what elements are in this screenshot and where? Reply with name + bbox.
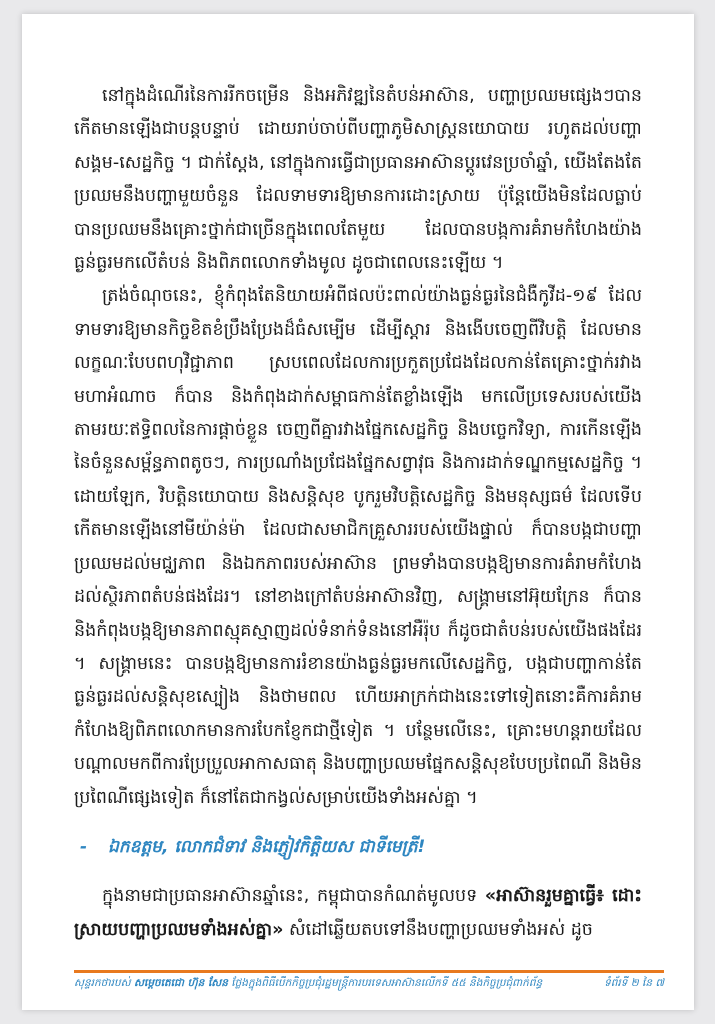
salutation-dash: -: [80, 836, 88, 857]
theme-title: «អាស៊ានរួមគ្នាធ្វើ៖ ដោះស្រាយបញ្ហាប្រឈមទាំងអស់គ្នា»: [74, 886, 642, 940]
footer-prefix: សុន្ទរកថារបស់: [74, 977, 134, 989]
salutation-line: [74, 831, 642, 864]
paragraph-3: [74, 880, 642, 947]
paragraph-1: នៅក្នុងដំណើរនៃការរីកចម្រើន និងអភិវឌ្ឍនៃតំបន់អាស៊ាន, បញ្ហាប្រឈមផ្សេងៗបានកើតមានឡើងជាបន្តបន្ទាប់ ដោយរាប់ចាប់ពីបញ្ហាភូមិសាស្ត្រនយោបាយ រហូតដល់បញ្ហាសង្គម-សេដ្ឋកិច្ច ។ ជាក់ស្តែង, នៅក្នុងការធ្វើជាប្រធានអាស៊ានប្តូរវេនប្រចាំឆ្នាំ, យើងតែងតែប្រឈមនឹងបញ្ហាមួយចំនួន ដែលទាមទារឱ្យមានការដោះស្រាយ ប៉ុន្តែយើងមិនដែលធ្លាប់បានប្រឈមនឹងគ្រោះថ្នាក់ជាច្រើនក្នុងពេលតែមួយ ដែលបានបង្កការគំរាមកំហែងយ៉ាងធ្ងន់ធ្ងរមកលើតំបន់ និងពិភពលោកទាំងមូល ដូចជាពេលនេះឡើយ ។: [74, 86, 642, 274]
footer-caption: [74, 977, 542, 992]
paragraph-3-lead: ក្នុងនាមជាប្រធានអាស៊ានឆ្នាំនេះ, កម្ពុជាបានកំណត់មូលបទ: [102, 886, 485, 907]
paragraph-3-tail: សំដៅឆ្លើយតបទៅនឹងបញ្ហាប្រឈមទាំងអស់ ដូច: [283, 919, 593, 940]
footer-divider: [74, 970, 664, 973]
footer-suffix: ថ្លែងក្នុងពិធីបើកកិច្ចប្រជុំរដ្ឋមន្ត្រីការបរទេសអាស៊ានលើកទី ៥៥ និងកិច្ចប្រជុំពាក់ព័ន្ធ: [227, 977, 543, 989]
document-body: [74, 80, 642, 947]
salutation-text: ឯកឧត្តម, លោកជំទាវ និងភ្ញៀវកិត្តិយស ជាទីមេត្រី!: [108, 836, 426, 857]
footer-speaker-name: សម្តេចតេជោ ហ៊ុន សែន: [134, 977, 228, 989]
page-number: ទំព័រទី ២ នៃ ៧: [604, 977, 664, 989]
document-page: [22, 14, 694, 1010]
paragraph-2: ត្រង់ចំណុចនេះ, ខ្ញុំកំពុងតែនិយាយអំពីផលប៉ះពាល់យ៉ាងធ្ងន់ធ្ងរនៃជំងឺកូវីដ-១៩ ដែលទាមទារឱ្យមានកិច្ចខិតខំប្រឹងប្រែងដ៏ធំសម្បើម ដើម្បីស្តារ និងងើបចេញពីវិបត្តិ ដែលមានលក្ខណៈបែបពហុវិជ្ជាភាព ស្របពេលដែលការប្រកួតប្រជែងដែលកាន់តែគ្រោះថ្នាក់រវាងមហាអំណាច ក៏បាន និងកំពុងដាក់សម្ពាធកាន់តែខ្លាំងឡើង មកលើប្រទេសរបស់យើងតាមរយៈឥទ្ធិពលនៃការផ្តាច់ខ្លួន ចេញពីគ្នារវាងផ្នែកសេដ្ឋកិច្ច និងបច្ចេកវិទ្យា, ការកើនឡើងនៃចំនួនសម្ព័ន្ធភាពតូចៗ, ការប្រណាំងប្រជែងផ្នែកសព្វាវុធ និងការដាក់ទណ្ឌកម្មសេដ្ឋកិច្ច ។ ដោយឡែក, វិបត្តិនយោបាយ និងសន្តិសុខ បូករួមវិបត្តិសេដ្ឋកិច្ច និងមនុស្សធម៌ ដែលទើបកើតមានឡើងនៅមីយ៉ាន់ម៉ា ដែលជាសមាជិកគ្រួសាររបស់យើងផ្ទាល់ ក៏បានបង្កជាបញ្ហាប្រឈមដល់មជ្ឈភាព និងឯកភាពរបស់អាស៊ាន ព្រមទាំងបានបង្កឱ្យមានការគំរាមកំហែងដល់ស្ថិរភាពតំបន់ផងដែរ។ នៅខាងក្រៅតំបន់អាស៊ានវិញ, សង្គ្រាមនៅអ៊ុយក្រែន ក៏បាន និងកំពុងបង្កឱ្យមានភាពស្មុគស្មាញដល់ទំនាក់ទំនងនៅអឺរ៉ុប ក៏ដូចជាតំបន់របស់យើងផងដែរ ។ សង្គ្រាមនេះ បានបង្កឱ្យមានការរំខានយ៉ាងធ្ងន់ធ្ងរមកលើសេដ្ឋកិច្ច, បង្កជាបញ្ហាកាន់តែធ្ងន់ធ្ងរដល់សន្តិសុខស្បៀង និងថាមពល ហើយអាក្រក់ជាងនេះទៅទៀតនោះគឺការគំរាមកំហែងឱ្យពិភពលោកមានការបែកខ្ញែកជាថ្មីទៀត ។ បន្ថែមលើនេះ, គ្រោះមហន្តរាយដែលបណ្តាលមកពីការប្រែប្រួលអាកាសធាតុ និងបញ្ហាប្រឈមផ្នែកសន្តិសុខបែបប្រពៃណី និងមិនប្រពៃណីផ្សេងទៀត ក៏នៅតែជាកង្វល់សម្រាប់យើងទាំងអស់គ្នា ។: [74, 286, 642, 808]
